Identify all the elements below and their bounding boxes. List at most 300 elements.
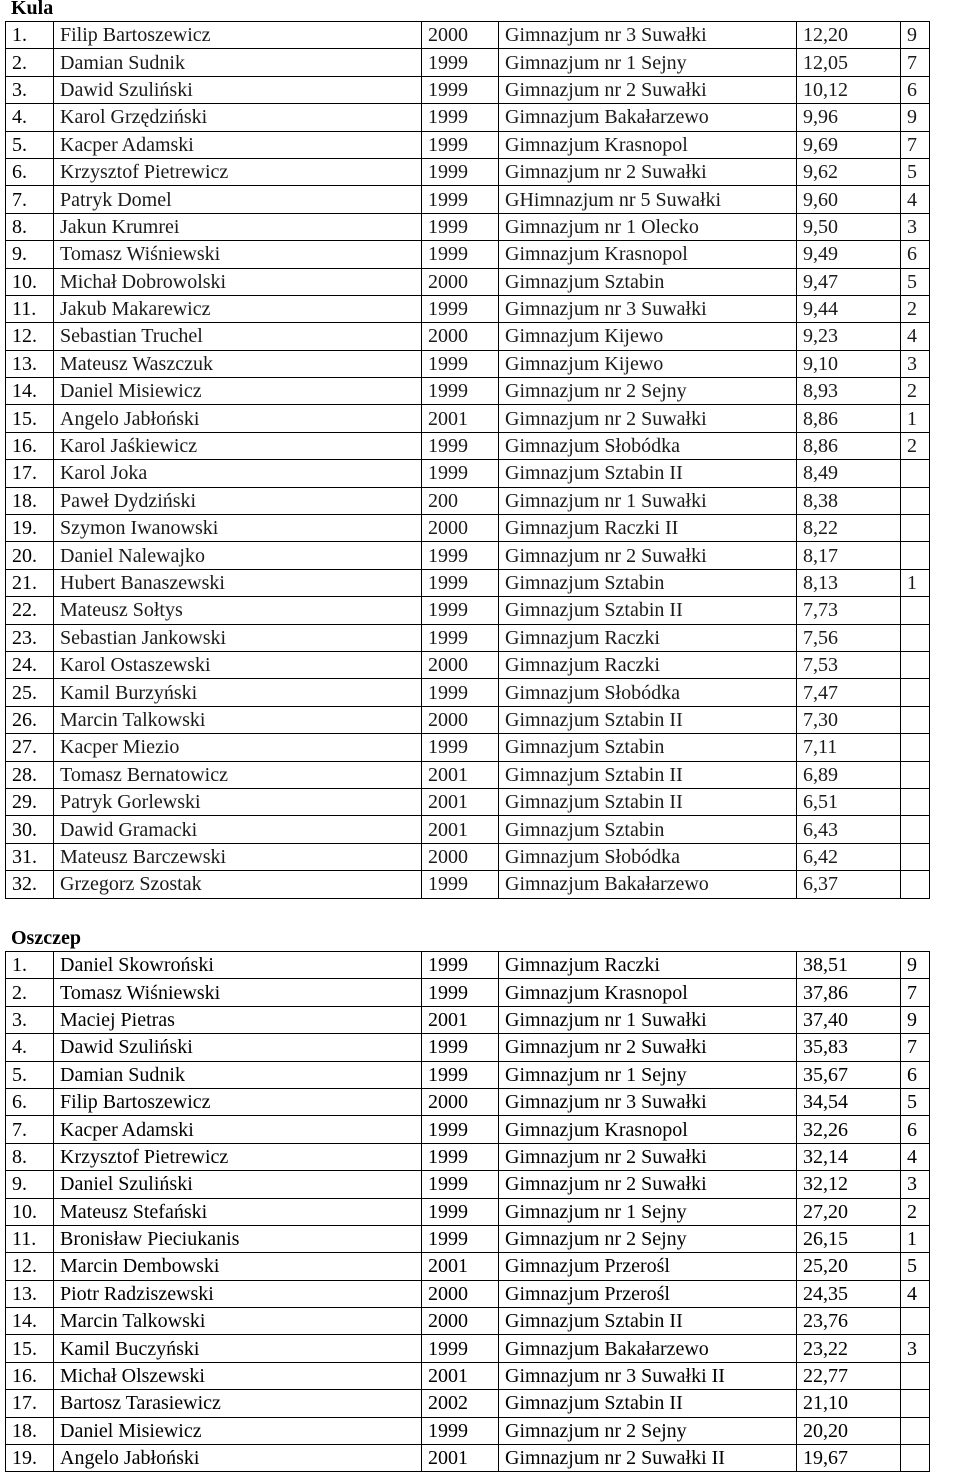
table-row xyxy=(6,1061,930,1088)
school-cell: Gimnazjum nr 2 Suwałki xyxy=(499,1143,797,1170)
result-cell: 8,93 xyxy=(797,378,901,405)
school-cell: Gimnazjum Słobódka xyxy=(499,843,797,870)
school-cell: Gimnazjum nr 2 Suwałki II xyxy=(499,1445,797,1472)
place-cell: 8. xyxy=(6,1143,54,1170)
table-row xyxy=(6,487,930,514)
place-cell: 29. xyxy=(6,788,54,815)
name-cell: Daniel Nalewajko xyxy=(54,542,422,569)
year-cell: 1999 xyxy=(422,186,499,213)
name-cell: Krzysztof Pietrewicz xyxy=(54,158,422,185)
result-cell: 37,86 xyxy=(797,979,901,1006)
year-cell: 1999 xyxy=(422,1225,499,1252)
name-cell: Angelo Jabłoński xyxy=(54,405,422,432)
name-cell: Michał Dobrowolski xyxy=(54,268,422,295)
result-cell: 6,42 xyxy=(797,843,901,870)
name-cell: Karol Joka xyxy=(54,460,422,487)
place-cell: 24. xyxy=(6,651,54,678)
result-cell: 25,20 xyxy=(797,1253,901,1280)
table-row xyxy=(6,378,930,405)
place-cell: 12. xyxy=(6,1253,54,1280)
points-cell: 4 xyxy=(901,186,930,213)
result-cell: 27,20 xyxy=(797,1198,901,1225)
place-cell: 30. xyxy=(6,816,54,843)
place-cell: 12. xyxy=(6,323,54,350)
table-row xyxy=(6,131,930,158)
school-cell: Gimnazjum nr 1 Suwałki xyxy=(499,1006,797,1033)
school-cell: Gimnazjum nr 2 Suwałki xyxy=(499,158,797,185)
year-cell: 2001 xyxy=(422,1253,499,1280)
school-cell: Gimnazjum Sztabin II xyxy=(499,1390,797,1417)
year-cell: 1999 xyxy=(422,104,499,131)
school-cell: Gimnazjum Sztabin xyxy=(499,268,797,295)
result-cell: 6,51 xyxy=(797,788,901,815)
school-cell: Gimnazjum Słobódka xyxy=(499,679,797,706)
points-cell xyxy=(901,1445,930,1472)
school-cell: Gimnazjum Sztabin II xyxy=(499,761,797,788)
place-cell: 32. xyxy=(6,871,54,898)
result-cell: 7,11 xyxy=(797,734,901,761)
name-cell: Kacper Miezio xyxy=(54,734,422,761)
school-cell: Gimnazjum Raczki xyxy=(499,952,797,979)
name-cell: Piotr Radziszewski xyxy=(54,1280,422,1307)
table-row xyxy=(6,104,930,131)
school-cell: Gimnazjum Bakałarzewo xyxy=(499,104,797,131)
name-cell: Damian Sudnik xyxy=(54,1061,422,1088)
table-row xyxy=(6,1006,930,1033)
points-cell xyxy=(901,706,930,733)
school-cell: Gimnazjum nr 3 Suwałki xyxy=(499,1088,797,1115)
result-cell: 24,35 xyxy=(797,1280,901,1307)
school-cell: Gimnazjum Sztabin xyxy=(499,816,797,843)
place-cell: 14. xyxy=(6,378,54,405)
result-cell: 8,17 xyxy=(797,542,901,569)
points-cell: 4 xyxy=(901,323,930,350)
year-cell: 1999 xyxy=(422,1171,499,1198)
place-cell: 7. xyxy=(6,186,54,213)
result-cell: 21,10 xyxy=(797,1390,901,1417)
school-cell: Gimnazjum Sztabin II xyxy=(499,460,797,487)
table-row xyxy=(6,569,930,596)
table-row xyxy=(6,405,930,432)
name-cell: Sebastian Jankowski xyxy=(54,624,422,651)
place-cell: 14. xyxy=(6,1308,54,1335)
points-cell xyxy=(901,1362,930,1389)
name-cell: Kacper Adamski xyxy=(54,1116,422,1143)
results-table-oszczep xyxy=(5,951,930,1472)
table-row xyxy=(6,624,930,651)
year-cell: 200 xyxy=(422,487,499,514)
place-cell: 9. xyxy=(6,1171,54,1198)
place-cell: 16. xyxy=(6,1362,54,1389)
name-cell: Jakub Makarewicz xyxy=(54,295,422,322)
school-cell: Gimnazjum Krasnopol xyxy=(499,979,797,1006)
place-cell: 11. xyxy=(6,1225,54,1252)
place-cell: 16. xyxy=(6,432,54,459)
points-cell: 1 xyxy=(901,405,930,432)
year-cell: 1999 xyxy=(422,979,499,1006)
points-cell: 4 xyxy=(901,1143,930,1170)
name-cell: Karol Grzędziński xyxy=(54,104,422,131)
place-cell: 2. xyxy=(6,49,54,76)
school-cell: Gimnazjum Sztabin xyxy=(499,569,797,596)
school-cell: Gimnazjum Kijewo xyxy=(499,350,797,377)
year-cell: 2000 xyxy=(422,323,499,350)
year-cell: 1999 xyxy=(422,1116,499,1143)
place-cell: 1. xyxy=(6,952,54,979)
result-cell: 23,22 xyxy=(797,1335,901,1362)
table-row xyxy=(6,706,930,733)
result-cell: 9,50 xyxy=(797,213,901,240)
result-cell: 7,53 xyxy=(797,651,901,678)
place-cell: 5. xyxy=(6,131,54,158)
points-cell: 2 xyxy=(901,295,930,322)
table-row xyxy=(6,49,930,76)
result-cell: 6,37 xyxy=(797,871,901,898)
points-cell xyxy=(901,624,930,651)
points-cell xyxy=(901,1417,930,1444)
name-cell: Mateusz Stefański xyxy=(54,1198,422,1225)
result-cell: 32,14 xyxy=(797,1143,901,1170)
name-cell: Patryk Gorlewski xyxy=(54,788,422,815)
place-cell: 15. xyxy=(6,405,54,432)
result-cell: 9,62 xyxy=(797,158,901,185)
result-cell: 19,67 xyxy=(797,1445,901,1472)
section-title-kula: Kula xyxy=(11,0,54,19)
points-cell: 2 xyxy=(901,378,930,405)
points-cell: 3 xyxy=(901,350,930,377)
place-cell: 31. xyxy=(6,843,54,870)
points-cell xyxy=(901,816,930,843)
year-cell: 2001 xyxy=(422,405,499,432)
result-cell: 9,60 xyxy=(797,186,901,213)
year-cell: 1999 xyxy=(422,624,499,651)
result-cell: 32,12 xyxy=(797,1171,901,1198)
name-cell: Karol Ostaszewski xyxy=(54,651,422,678)
school-cell: Gimnazjum nr 2 Suwałki xyxy=(499,405,797,432)
name-cell: Maciej Pietras xyxy=(54,1006,422,1033)
table-row xyxy=(6,460,930,487)
table-row xyxy=(6,871,930,898)
place-cell: 20. xyxy=(6,542,54,569)
result-cell: 38,51 xyxy=(797,952,901,979)
points-cell xyxy=(901,734,930,761)
year-cell: 2000 xyxy=(422,1088,499,1115)
school-cell: Gimnazjum Bakałarzewo xyxy=(499,1335,797,1362)
table-row xyxy=(6,1280,930,1307)
place-cell: 17. xyxy=(6,460,54,487)
school-cell: Gimnazjum nr 1 Olecko xyxy=(499,213,797,240)
name-cell: Daniel Misiewicz xyxy=(54,1417,422,1444)
points-cell xyxy=(901,871,930,898)
table-row xyxy=(6,1335,930,1362)
points-cell: 6 xyxy=(901,76,930,103)
year-cell: 2000 xyxy=(422,268,499,295)
year-cell: 1999 xyxy=(422,131,499,158)
school-cell: Gimnazjum Sztabin II xyxy=(499,1308,797,1335)
points-cell: 9 xyxy=(901,104,930,131)
place-cell: 26. xyxy=(6,706,54,733)
table-row xyxy=(6,515,930,542)
name-cell: Filip Bartoszewicz xyxy=(54,1088,422,1115)
table-row xyxy=(6,1390,930,1417)
section-title-oszczep: Oszczep xyxy=(11,927,81,949)
result-cell: 32,26 xyxy=(797,1116,901,1143)
points-cell: 1 xyxy=(901,1225,930,1252)
points-cell: 3 xyxy=(901,213,930,240)
school-cell: Gimnazjum nr 2 Suwałki xyxy=(499,542,797,569)
table-row xyxy=(6,1171,930,1198)
table-row xyxy=(6,597,930,624)
result-cell: 8,86 xyxy=(797,405,901,432)
points-cell: 9 xyxy=(901,952,930,979)
school-cell: Gimnazjum nr 1 Sejny xyxy=(499,1198,797,1225)
points-cell: 4 xyxy=(901,1280,930,1307)
school-cell: Gimnazjum nr 1 Sejny xyxy=(499,49,797,76)
year-cell: 2001 xyxy=(422,788,499,815)
name-cell: Jakun Krumrei xyxy=(54,213,422,240)
result-cell: 9,44 xyxy=(797,295,901,322)
place-cell: 19. xyxy=(6,515,54,542)
result-cell: 37,40 xyxy=(797,1006,901,1033)
table-row xyxy=(6,1116,930,1143)
result-cell: 26,15 xyxy=(797,1225,901,1252)
school-cell: Gimnazjum nr 3 Suwałki II xyxy=(499,1362,797,1389)
place-cell: 3. xyxy=(6,1006,54,1033)
name-cell: Mateusz Waszczuk xyxy=(54,350,422,377)
result-cell: 35,83 xyxy=(797,1034,901,1061)
name-cell: Kamil Burzyński xyxy=(54,679,422,706)
points-cell xyxy=(901,761,930,788)
place-cell: 6. xyxy=(6,158,54,185)
year-cell: 1999 xyxy=(422,1417,499,1444)
table-row xyxy=(6,816,930,843)
name-cell: Paweł Dydziński xyxy=(54,487,422,514)
year-cell: 1999 xyxy=(422,679,499,706)
points-cell: 2 xyxy=(901,1198,930,1225)
school-cell: Gimnazjum Raczki xyxy=(499,651,797,678)
place-cell: 28. xyxy=(6,761,54,788)
table-row xyxy=(6,1253,930,1280)
place-cell: 6. xyxy=(6,1088,54,1115)
table-row xyxy=(6,1088,930,1115)
table-row xyxy=(6,1362,930,1389)
name-cell: Sebastian Truchel xyxy=(54,323,422,350)
year-cell: 1999 xyxy=(422,1198,499,1225)
place-cell: 23. xyxy=(6,624,54,651)
year-cell: 1999 xyxy=(422,734,499,761)
table-row xyxy=(6,350,930,377)
place-cell: 13. xyxy=(6,350,54,377)
result-cell: 22,77 xyxy=(797,1362,901,1389)
school-cell: Gimnazjum Krasnopol xyxy=(499,1116,797,1143)
name-cell: Bronisław Pieciukanis xyxy=(54,1225,422,1252)
year-cell: 1999 xyxy=(422,1034,499,1061)
place-cell: 15. xyxy=(6,1335,54,1362)
school-cell: GHimnazjum nr 5 Suwałki xyxy=(499,186,797,213)
name-cell: Grzegorz Szostak xyxy=(54,871,422,898)
school-cell: Gimnazjum nr 2 Suwałki xyxy=(499,76,797,103)
points-cell: 7 xyxy=(901,49,930,76)
table-row xyxy=(6,679,930,706)
year-cell: 1999 xyxy=(422,460,499,487)
table-row xyxy=(6,761,930,788)
year-cell: 2002 xyxy=(422,1390,499,1417)
table-row xyxy=(6,1417,930,1444)
year-cell: 1999 xyxy=(422,378,499,405)
result-cell: 9,69 xyxy=(797,131,901,158)
place-cell: 18. xyxy=(6,487,54,514)
result-cell: 12,05 xyxy=(797,49,901,76)
points-cell: 5 xyxy=(901,268,930,295)
name-cell: Filip Bartoszewicz xyxy=(54,22,422,49)
points-cell: 7 xyxy=(901,1034,930,1061)
school-cell: Gimnazjum Bakałarzewo xyxy=(499,871,797,898)
year-cell: 1999 xyxy=(422,1335,499,1362)
place-cell: 25. xyxy=(6,679,54,706)
school-cell: Gimnazjum nr 3 Suwałki xyxy=(499,295,797,322)
year-cell: 2000 xyxy=(422,1308,499,1335)
school-cell: Gimnazjum Krasnopol xyxy=(499,241,797,268)
result-cell: 8,22 xyxy=(797,515,901,542)
table-row xyxy=(6,213,930,240)
points-cell: 6 xyxy=(901,1061,930,1088)
points-cell: 5 xyxy=(901,1253,930,1280)
name-cell: Patryk Domel xyxy=(54,186,422,213)
name-cell: Marcin Dembowski xyxy=(54,1253,422,1280)
place-cell: 18. xyxy=(6,1417,54,1444)
place-cell: 10. xyxy=(6,1198,54,1225)
table-row xyxy=(6,268,930,295)
points-cell xyxy=(901,597,930,624)
place-cell: 8. xyxy=(6,213,54,240)
year-cell: 2000 xyxy=(422,843,499,870)
name-cell: Szymon Iwanowski xyxy=(54,515,422,542)
result-cell: 8,49 xyxy=(797,460,901,487)
points-cell: 1 xyxy=(901,569,930,596)
school-cell: Gimnazjum Sztabin II xyxy=(499,706,797,733)
points-cell xyxy=(901,542,930,569)
name-cell: Marcin Talkowski xyxy=(54,1308,422,1335)
place-cell: 2. xyxy=(6,979,54,1006)
year-cell: 1999 xyxy=(422,213,499,240)
result-cell: 8,38 xyxy=(797,487,901,514)
result-cell: 34,54 xyxy=(797,1088,901,1115)
year-cell: 1999 xyxy=(422,871,499,898)
year-cell: 2000 xyxy=(422,1280,499,1307)
points-cell xyxy=(901,679,930,706)
place-cell: 1. xyxy=(6,22,54,49)
name-cell: Angelo Jabłoński xyxy=(54,1445,422,1472)
school-cell: Gimnazjum nr 1 Sejny xyxy=(499,1061,797,1088)
points-cell xyxy=(901,515,930,542)
table-row xyxy=(6,76,930,103)
year-cell: 2000 xyxy=(422,706,499,733)
result-cell: 7,56 xyxy=(797,624,901,651)
school-cell: Gimnazjum Raczki II xyxy=(499,515,797,542)
name-cell: Daniel Misiewicz xyxy=(54,378,422,405)
result-cell: 7,47 xyxy=(797,679,901,706)
year-cell: 1999 xyxy=(422,158,499,185)
table-row xyxy=(6,952,930,979)
name-cell: Dawid Szuliński xyxy=(54,1034,422,1061)
result-cell: 8,13 xyxy=(797,569,901,596)
name-cell: Tomasz Wiśniewski xyxy=(54,979,422,1006)
school-cell: Gimnazjum Słobódka xyxy=(499,432,797,459)
school-cell: Gimnazjum Przerośl xyxy=(499,1253,797,1280)
table-row xyxy=(6,1198,930,1225)
points-cell: 3 xyxy=(901,1335,930,1362)
place-cell: 4. xyxy=(6,1034,54,1061)
table-row xyxy=(6,241,930,268)
result-cell: 9,96 xyxy=(797,104,901,131)
place-cell: 7. xyxy=(6,1116,54,1143)
name-cell: Marcin Talkowski xyxy=(54,706,422,733)
table-row xyxy=(6,22,930,49)
table-row xyxy=(6,323,930,350)
points-cell: 2 xyxy=(901,432,930,459)
points-cell: 7 xyxy=(901,979,930,1006)
name-cell: Daniel Szuliński xyxy=(54,1171,422,1198)
table-row xyxy=(6,1308,930,1335)
school-cell: Gimnazjum nr 2 Suwałki xyxy=(499,1034,797,1061)
place-cell: 5. xyxy=(6,1061,54,1088)
table-row xyxy=(6,651,930,678)
year-cell: 2001 xyxy=(422,1445,499,1472)
name-cell: Dawid Szuliński xyxy=(54,76,422,103)
school-cell: Gimnazjum nr 2 Sejny xyxy=(499,378,797,405)
result-cell: 9,49 xyxy=(797,241,901,268)
place-cell: 10. xyxy=(6,268,54,295)
school-cell: Gimnazjum nr 2 Sejny xyxy=(499,1417,797,1444)
year-cell: 1999 xyxy=(422,350,499,377)
points-cell: 7 xyxy=(901,131,930,158)
table-row xyxy=(6,734,930,761)
name-cell: Kamil Buczyński xyxy=(54,1335,422,1362)
table-row xyxy=(6,1143,930,1170)
year-cell: 1999 xyxy=(422,432,499,459)
result-cell: 12,20 xyxy=(797,22,901,49)
points-cell: 6 xyxy=(901,241,930,268)
table-row xyxy=(6,542,930,569)
result-cell: 6,43 xyxy=(797,816,901,843)
year-cell: 2001 xyxy=(422,761,499,788)
school-cell: Gimnazjum Sztabin xyxy=(499,734,797,761)
points-cell: 9 xyxy=(901,1006,930,1033)
table-row xyxy=(6,843,930,870)
place-cell: 3. xyxy=(6,76,54,103)
school-cell: Gimnazjum nr 2 Suwałki xyxy=(499,1171,797,1198)
points-cell: 3 xyxy=(901,1171,930,1198)
points-cell xyxy=(901,651,930,678)
result-cell: 7,73 xyxy=(797,597,901,624)
name-cell: Karol Jaśkiewicz xyxy=(54,432,422,459)
result-cell: 9,47 xyxy=(797,268,901,295)
year-cell: 1999 xyxy=(422,569,499,596)
name-cell: Hubert Banaszewski xyxy=(54,569,422,596)
points-cell xyxy=(901,487,930,514)
year-cell: 1999 xyxy=(422,1143,499,1170)
result-cell: 20,20 xyxy=(797,1417,901,1444)
school-cell: Gimnazjum nr 3 Suwałki xyxy=(499,22,797,49)
table-row xyxy=(6,186,930,213)
table-row xyxy=(6,1445,930,1472)
year-cell: 2000 xyxy=(422,515,499,542)
school-cell: Gimnazjum Kijewo xyxy=(499,323,797,350)
table-row xyxy=(6,788,930,815)
name-cell: Tomasz Bernatowicz xyxy=(54,761,422,788)
points-cell: 6 xyxy=(901,1116,930,1143)
name-cell: Tomasz Wiśniewski xyxy=(54,241,422,268)
